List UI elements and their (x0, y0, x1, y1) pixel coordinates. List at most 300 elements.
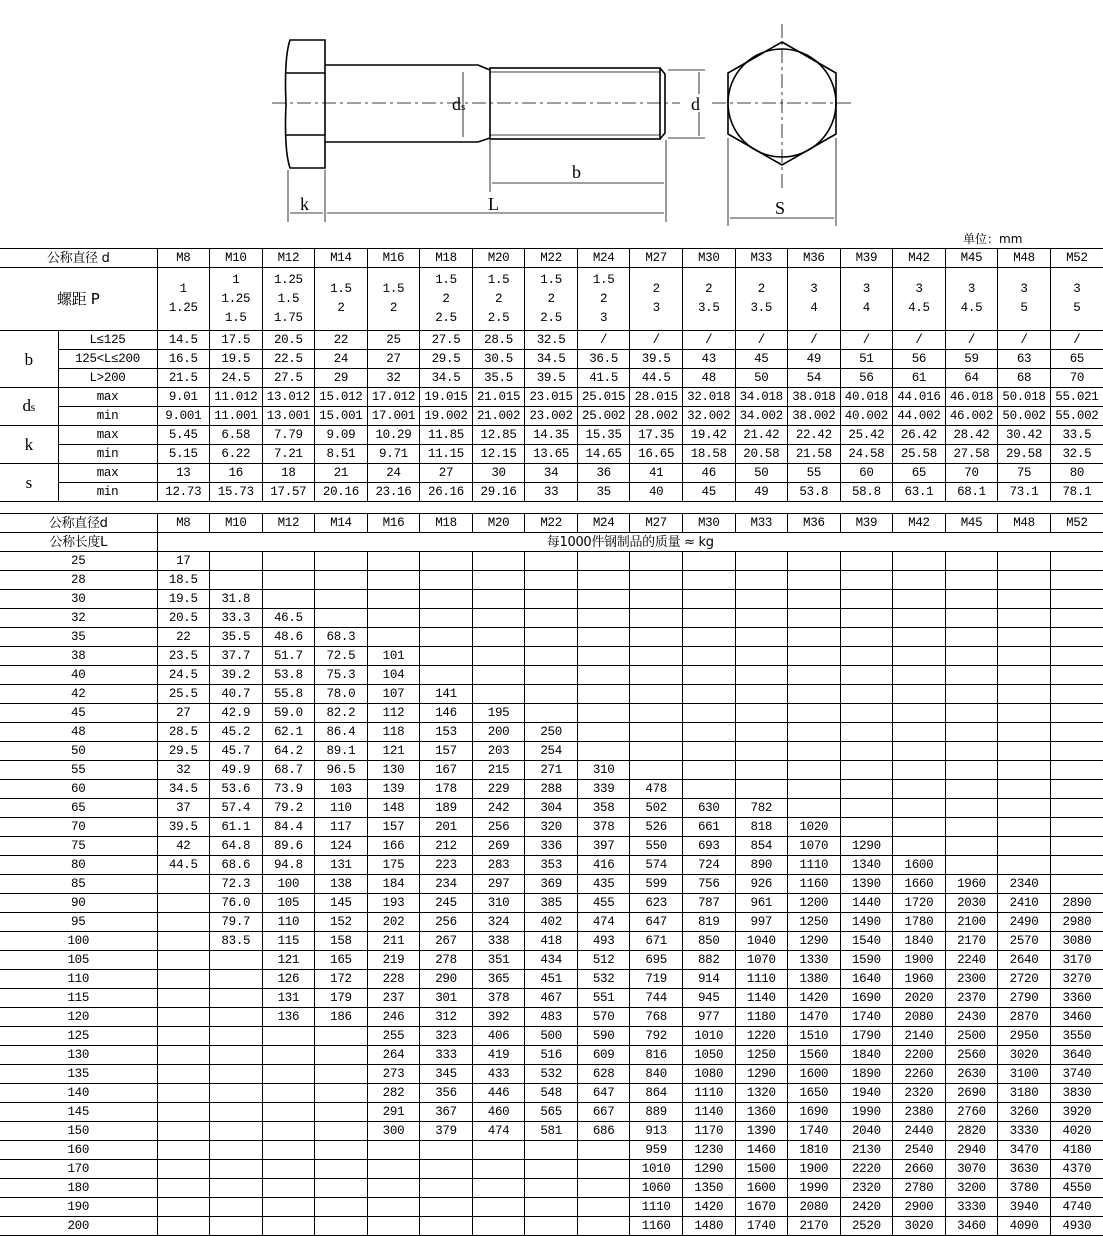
mass-value: 1360 (735, 1103, 788, 1122)
spec-value: 11.85 (420, 426, 473, 445)
mass-value: 18.5 (157, 571, 210, 590)
mass-value: 1340 (840, 856, 893, 875)
pitch-value: 4 (862, 301, 870, 315)
size-header: M30 (682, 514, 735, 533)
mass-value (577, 590, 630, 609)
mass-value: 229 (472, 780, 525, 799)
spec-value: 18 (262, 464, 315, 483)
mass-value (525, 1160, 578, 1179)
mass-value: 1470 (788, 1008, 841, 1027)
pitch-value: 1.25 (168, 301, 198, 315)
mass-value (210, 1046, 263, 1065)
table-row (0, 1160, 1103, 1179)
mass-value (682, 571, 735, 590)
spec-value: 28.42 (945, 426, 998, 445)
mass-value (210, 1084, 263, 1103)
spec-value: 15.012 (315, 388, 368, 407)
mass-value: 434 (525, 951, 578, 970)
mass-value (1050, 590, 1103, 609)
mass-value: 997 (735, 913, 788, 932)
mass-value: 628 (577, 1065, 630, 1084)
mass-value (577, 1141, 630, 1160)
mass-value: 2240 (945, 951, 998, 970)
mass-value (315, 1027, 368, 1046)
length-value: 70 (0, 818, 157, 837)
mass-value: 53.6 (210, 780, 263, 799)
length-value: 120 (0, 1008, 157, 1027)
spec-value: 54 (788, 369, 841, 388)
length-value: 135 (0, 1065, 157, 1084)
mass-value: 130 (367, 761, 420, 780)
size-header: M39 (840, 514, 893, 533)
spec-value: 24 (367, 464, 420, 483)
spec-value: 15.73 (210, 483, 263, 502)
mass-value: 2660 (893, 1160, 946, 1179)
size-header: M45 (945, 249, 998, 268)
group-label-b: b (0, 331, 58, 388)
mass-value (420, 571, 473, 590)
mass-value (788, 609, 841, 628)
mass-value (893, 609, 946, 628)
mass-value: 1010 (630, 1160, 683, 1179)
mass-value: 1600 (735, 1179, 788, 1198)
mass-value (577, 1160, 630, 1179)
mass-value: 2170 (788, 1217, 841, 1236)
mass-value (682, 552, 735, 571)
size-header: M20 (472, 249, 525, 268)
mass-value: 1660 (893, 875, 946, 894)
length-value: 130 (0, 1046, 157, 1065)
spec-value: 8.51 (315, 445, 368, 464)
mass-value (367, 571, 420, 590)
mass-value: 269 (472, 837, 525, 856)
mass-value: 1330 (788, 951, 841, 970)
length-value: 35 (0, 628, 157, 647)
mass-value: 148 (367, 799, 420, 818)
mass-value: 172 (315, 970, 368, 989)
dim-label-L: L (488, 194, 499, 214)
length-value: 50 (0, 742, 157, 761)
mass-value (420, 666, 473, 685)
mass-value: 1540 (840, 932, 893, 951)
mass-value (893, 571, 946, 590)
mass-value (893, 837, 946, 856)
mass-value: 45.7 (210, 742, 263, 761)
mass-value: 23.5 (157, 647, 210, 666)
mass-value: 203 (472, 742, 525, 761)
mass-value: 3330 (998, 1122, 1051, 1141)
mass-value: 2500 (945, 1027, 998, 1046)
pitch-value: 2 (705, 282, 713, 296)
mass-value: 550 (630, 837, 683, 856)
mass-value: 2200 (893, 1046, 946, 1065)
mass-value (735, 552, 788, 571)
pitch-value: 3 (967, 282, 976, 296)
mass-value (735, 571, 788, 590)
mass-value: 914 (682, 970, 735, 989)
mass-value (893, 704, 946, 723)
mass-value: 1740 (788, 1122, 841, 1141)
spec-value: 17.57 (262, 483, 315, 502)
mass-value (630, 704, 683, 723)
mass-value (840, 628, 893, 647)
mass-value (788, 571, 841, 590)
mass-value (630, 628, 683, 647)
mass-value (472, 571, 525, 590)
mass-value (998, 685, 1051, 704)
spec-value: / (577, 331, 630, 350)
mass-value: 2940 (945, 1141, 998, 1160)
mass-value (262, 1046, 315, 1065)
spec-value: 7.79 (262, 426, 315, 445)
spec-value: 23.015 (525, 388, 578, 407)
pitch-cell (998, 268, 1051, 331)
spec-row (0, 407, 1103, 426)
length-value: 95 (0, 913, 157, 932)
size-header: M20 (472, 514, 525, 533)
mass-value (998, 780, 1051, 799)
spec-value: 39.5 (630, 350, 683, 369)
mass-value: 345 (420, 1065, 473, 1084)
spec-value: 11.012 (210, 388, 263, 407)
mass-value: 532 (577, 970, 630, 989)
spec-value: 45 (735, 350, 788, 369)
mass-value (472, 1141, 525, 1160)
mass-value (210, 1065, 263, 1084)
spec-value: 21.015 (472, 388, 525, 407)
mass-value: 1230 (682, 1141, 735, 1160)
mass-value: 202 (367, 913, 420, 932)
table-row (0, 647, 1103, 666)
mass-value (788, 552, 841, 571)
mass-value (682, 628, 735, 647)
mass-value: 402 (525, 913, 578, 932)
mass-value (1050, 761, 1103, 780)
mass-value (998, 666, 1051, 685)
mass-value (945, 666, 998, 685)
spec-value: 41 (630, 464, 683, 483)
mass-value: 2140 (893, 1027, 946, 1046)
size-header: M36 (788, 249, 841, 268)
mass-value (525, 685, 578, 704)
mass-value: 630 (682, 799, 735, 818)
mass-value (577, 742, 630, 761)
table-row (0, 742, 1103, 761)
mass-value (472, 1198, 525, 1217)
mass-value: 2630 (945, 1065, 998, 1084)
mass-value (210, 571, 263, 590)
mass-value (367, 1217, 420, 1236)
table-row (0, 951, 1103, 970)
mass-value: 351 (472, 951, 525, 970)
mass-value (630, 590, 683, 609)
mass-value: 79.7 (210, 913, 263, 932)
mass-value: 1070 (788, 837, 841, 856)
mass-value: 323 (420, 1027, 473, 1046)
mass-value: 4180 (1050, 1141, 1103, 1160)
mass-value: 246 (367, 1008, 420, 1027)
mass-value: 64.8 (210, 837, 263, 856)
spec-value: 13.65 (525, 445, 578, 464)
spec-value: 49 (788, 350, 841, 369)
mass-value (945, 780, 998, 799)
mass-value: 256 (472, 818, 525, 837)
mass-value (525, 1179, 578, 1198)
pitch-value: 4.5 (908, 301, 930, 315)
row-label: L>200 (58, 369, 157, 388)
spec-value: 28.002 (630, 407, 683, 426)
pitch-cell (420, 268, 473, 331)
spec-value: 23.002 (525, 407, 578, 426)
pitch-cell (788, 268, 841, 331)
mass-value: 78.0 (315, 685, 368, 704)
mass-value: 245 (420, 894, 473, 913)
mass-value (1050, 856, 1103, 875)
mass-value: 2900 (893, 1198, 946, 1217)
mass-value (157, 913, 210, 932)
mass-value: 2320 (893, 1084, 946, 1103)
mass-value: 117 (315, 818, 368, 837)
size-header: M24 (577, 249, 630, 268)
table-row (0, 875, 1103, 894)
mass-value: 864 (630, 1084, 683, 1103)
mass-value (788, 742, 841, 761)
mass-value: 1020 (788, 818, 841, 837)
mass-value: 1350 (682, 1179, 735, 1198)
mass-value (472, 628, 525, 647)
mass-value (157, 1008, 210, 1027)
mass-value (262, 1179, 315, 1198)
spec-value: 26.42 (893, 426, 946, 445)
mass-value: 139 (367, 780, 420, 799)
mass-value (315, 1198, 368, 1217)
mass-value: 152 (315, 913, 368, 932)
mass-value: 44.5 (157, 856, 210, 875)
mass-value: 72.5 (315, 647, 368, 666)
mass-value: 926 (735, 875, 788, 894)
mass-value: 79.2 (262, 799, 315, 818)
mass-value (840, 666, 893, 685)
mass-value (577, 685, 630, 704)
mass-value: 451 (525, 970, 578, 989)
mass-value: 1720 (893, 894, 946, 913)
size-header: M33 (735, 249, 788, 268)
mass-value: 406 (472, 1027, 525, 1046)
pitch-value: 1 (179, 282, 187, 296)
mass-value (893, 666, 946, 685)
spec-value: 5.15 (157, 445, 210, 464)
mass-value: 37 (157, 799, 210, 818)
spec-value: 29.16 (472, 483, 525, 502)
mass-value (735, 704, 788, 723)
spec-row (0, 369, 1103, 388)
mass-value (893, 761, 946, 780)
mass-value: 478 (630, 780, 683, 799)
mass-value: 2790 (998, 989, 1051, 1008)
mass-value: 48.6 (262, 628, 315, 647)
mass-value: 250 (525, 723, 578, 742)
mass-value (367, 1179, 420, 1198)
mass-value: 3640 (1050, 1046, 1103, 1065)
mass-value (893, 590, 946, 609)
mass-value: 126 (262, 970, 315, 989)
pitch-value: 2 (337, 301, 345, 315)
mass-value: 1480 (682, 1217, 735, 1236)
mass-value (945, 571, 998, 590)
mass-value: 724 (682, 856, 735, 875)
mass-value (157, 875, 210, 894)
size-header: M52 (1050, 249, 1103, 268)
mass-value: 474 (577, 913, 630, 932)
mass-value: 4740 (1050, 1198, 1103, 1217)
size-header: M10 (210, 249, 263, 268)
mass-value (998, 609, 1051, 628)
spec-value: 17.001 (367, 407, 420, 426)
spec-value: 16.5 (157, 350, 210, 369)
pitch-value: 4 (810, 301, 818, 315)
mass-value (840, 685, 893, 704)
pitch-value: 2 (757, 282, 765, 296)
mass-value: 22 (157, 628, 210, 647)
size-header: M14 (315, 249, 368, 268)
pitch-label: 螺距 P (0, 268, 157, 331)
mass-value (893, 723, 946, 742)
mass-value: 768 (630, 1008, 683, 1027)
spec-value: 50 (735, 464, 788, 483)
mass-value: 1110 (682, 1084, 735, 1103)
mass-value: 29.5 (157, 742, 210, 761)
table-row (0, 685, 1103, 704)
mass-value: 816 (630, 1046, 683, 1065)
spec-value: 13.001 (262, 407, 315, 426)
size-header: M22 (525, 514, 578, 533)
mass-value: 83.5 (210, 932, 263, 951)
mass-value: 500 (525, 1027, 578, 1046)
pitch-value: 3.5 (697, 301, 720, 315)
length-value: 30 (0, 590, 157, 609)
mass-value: 959 (630, 1141, 683, 1160)
table-row (0, 628, 1103, 647)
table-row (0, 894, 1103, 913)
mass-value (682, 590, 735, 609)
mass-value (210, 970, 263, 989)
mass-value: 4550 (1050, 1179, 1103, 1198)
table-row (0, 1084, 1103, 1103)
mass-value (735, 780, 788, 799)
mass-value (945, 590, 998, 609)
mass-value: 175 (367, 856, 420, 875)
spec-value: 58.8 (840, 483, 893, 502)
mass-value (420, 1160, 473, 1179)
spec-value: / (945, 331, 998, 350)
spec-value: 28.5 (472, 331, 525, 350)
mass-value (998, 704, 1051, 723)
pitch-cell (472, 268, 525, 331)
mass-value (840, 609, 893, 628)
pitch-cell (210, 268, 263, 331)
mass-value (577, 1179, 630, 1198)
spec-value: 14.65 (577, 445, 630, 464)
mass-value: 212 (420, 837, 473, 856)
mass-value: 1110 (630, 1198, 683, 1217)
mass-value (840, 780, 893, 799)
spec-value: 19.5 (210, 350, 263, 369)
mass-value: 3020 (998, 1046, 1051, 1065)
nominal-length-label: 公称长度L (0, 533, 157, 552)
mass-caption: 每1000件钢制品的质量 ≈ kg (157, 533, 1103, 552)
mass-value: 385 (525, 894, 578, 913)
mass-value (945, 856, 998, 875)
mass-value: 200 (472, 723, 525, 742)
pitch-value: 2 (652, 282, 660, 296)
spec-value: 35 (577, 483, 630, 502)
mass-value: 282 (367, 1084, 420, 1103)
mass-value (998, 742, 1051, 761)
spec-value: 21 (315, 464, 368, 483)
mass-value (893, 552, 946, 571)
mass-value (315, 609, 368, 628)
pitch-value: 2 (389, 301, 398, 315)
subscript: s (30, 400, 36, 414)
mass-value: 201 (420, 818, 473, 837)
mass-value (262, 1103, 315, 1122)
mass-value: 3270 (1050, 970, 1103, 989)
mass-value (525, 1198, 578, 1217)
mass-value (262, 1198, 315, 1217)
mass-value: 3170 (1050, 951, 1103, 970)
pitch-value: 1.5 (277, 291, 300, 306)
spec-value: 17.35 (630, 426, 683, 445)
mass-value: 1070 (735, 951, 788, 970)
mass-value: 300 (367, 1122, 420, 1141)
mass-value: 223 (420, 856, 473, 875)
mass-value (210, 951, 263, 970)
table-row (0, 837, 1103, 856)
spec-value: 34.5 (420, 369, 473, 388)
mass-value: 744 (630, 989, 683, 1008)
mass-value: 283 (472, 856, 525, 875)
mass-value: 1600 (893, 856, 946, 875)
mass-value: 57.4 (210, 799, 263, 818)
mass-value: 278 (420, 951, 473, 970)
mass-value: 1040 (735, 932, 788, 951)
mass-value (157, 1122, 210, 1141)
mass-value (735, 685, 788, 704)
mass-value (420, 609, 473, 628)
length-value: 110 (0, 970, 157, 989)
mass-value: 153 (420, 723, 473, 742)
mass-value: 419 (472, 1046, 525, 1065)
mass-value: 2420 (840, 1198, 893, 1217)
mass-value: 193 (367, 894, 420, 913)
spec-value: 39.5 (525, 369, 578, 388)
mass-value: 145 (315, 894, 368, 913)
mass-value: 2640 (998, 951, 1051, 970)
row-label: max (58, 388, 157, 407)
mass-value (945, 704, 998, 723)
mass-value (157, 1065, 210, 1084)
mass-value: 61.1 (210, 818, 263, 837)
size-header: M36 (788, 514, 841, 533)
mass-value (472, 1217, 525, 1236)
size-header: M14 (315, 514, 368, 533)
spec-value: 11.001 (210, 407, 263, 426)
spec-value: 46.002 (945, 407, 998, 426)
pitch-value: 1.25 (273, 272, 303, 287)
mass-value: 1640 (840, 970, 893, 989)
mass-value (157, 1198, 210, 1217)
spec-value: 63.1 (893, 483, 946, 502)
